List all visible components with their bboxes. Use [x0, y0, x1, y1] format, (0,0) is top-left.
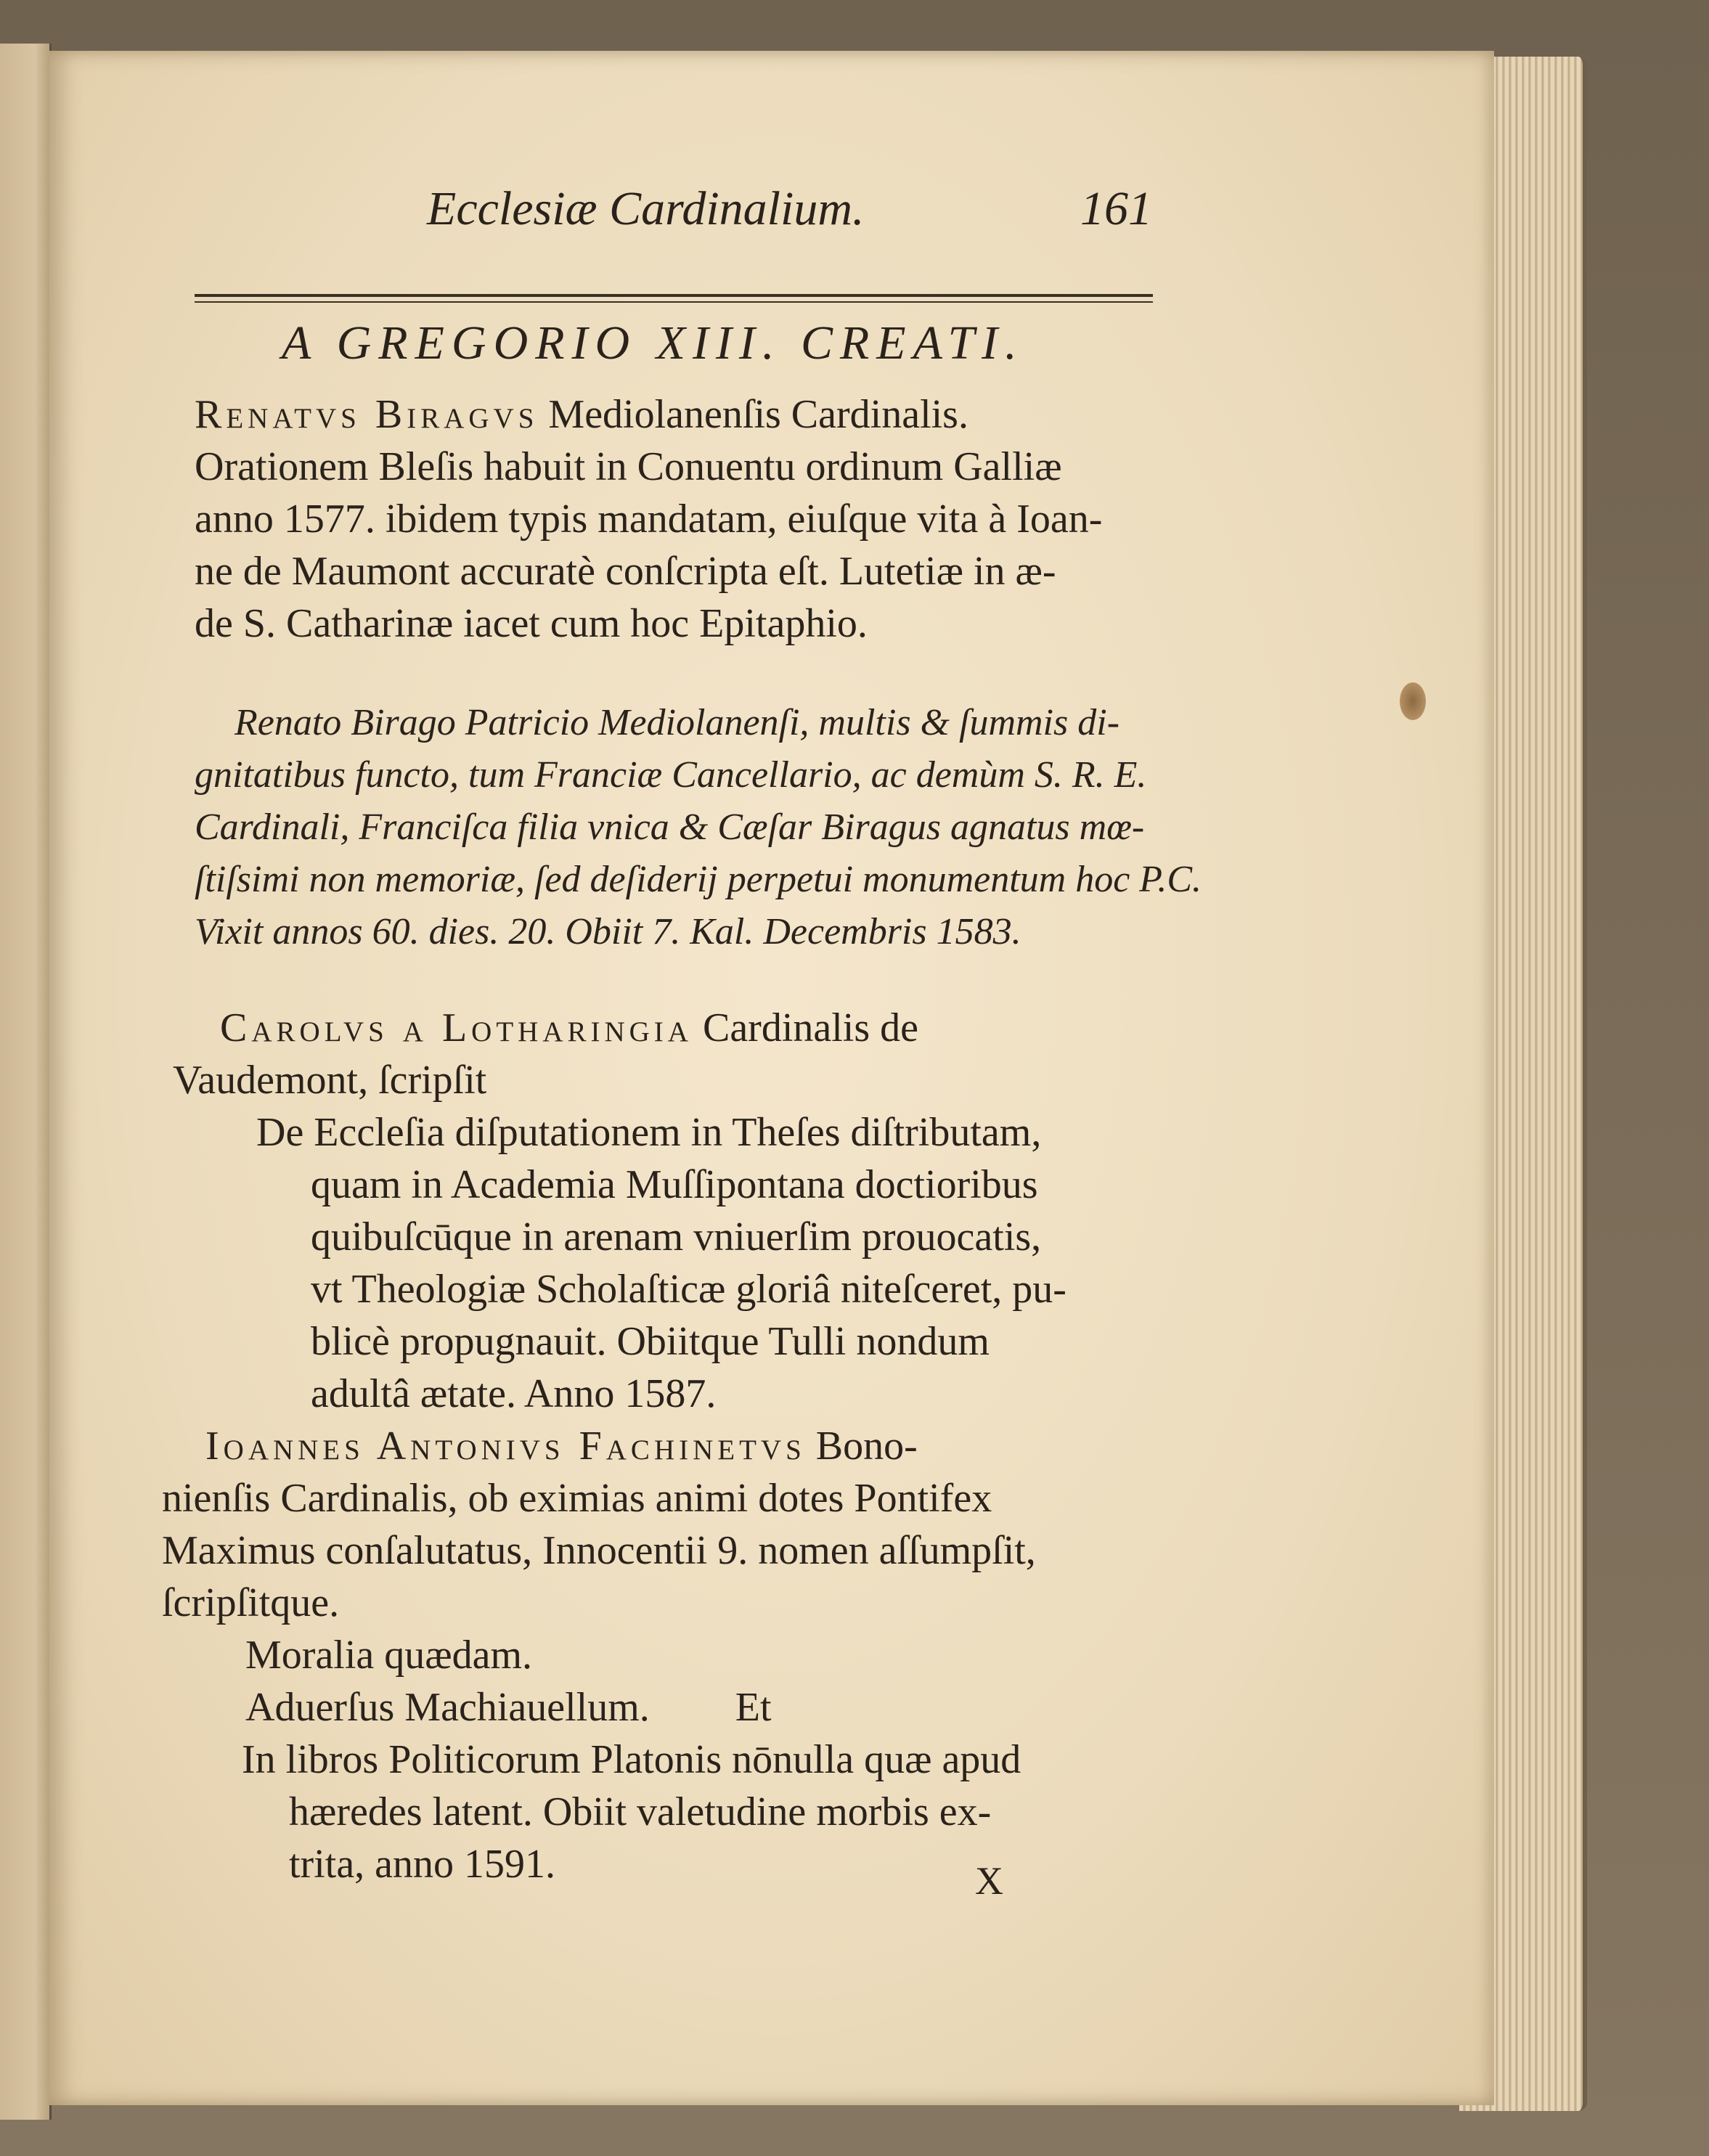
entry-2-work-line: De Eccleſia diſputationem in Theſes diſtributam, — [256, 1110, 1042, 1155]
entry-3-line: Maximus conſalutatus, Innocentii 9. nomen aſſumpſit, — [162, 1528, 1036, 1573]
entry-1-line: anno 1577. ibidem typis mandatam, eiuſque vita à Ioan- — [195, 497, 1103, 542]
entry-1-line: de S. Catharinæ iacet cum hoc Epitaphio. — [195, 601, 868, 646]
entry-1-line: Orationem Bleſis habuit in Conuentu ordinum Galliæ — [195, 444, 1062, 489]
signature-mark: X — [975, 1859, 1003, 1903]
entry-2-work-line: adultâ ætate. Anno 1587. — [311, 1371, 717, 1416]
entry-2-work-line: blicè propugnauit. Obiitque Tulli nondum — [311, 1319, 990, 1364]
entry-2-line: Vaudemont, ſcripſit — [173, 1058, 487, 1103]
entry-2-work-line: quam in Academia Muſſipontana doctioribus — [311, 1162, 1038, 1207]
entry-3-work-line — [245, 1681, 772, 1734]
epitaph-line: gnitatibus functo, tum Franciæ Cancellario, ac demùm S. R. E. — [195, 754, 1147, 796]
entry-1-first-line — [195, 388, 968, 441]
epitaph-line: ſtiſsimi non memoriæ, ſed deſiderij perpetui monumentum hoc P.C. — [195, 859, 1202, 900]
entry-3-work-line: trita, anno 1591. — [289, 1842, 556, 1887]
book-page — [49, 51, 1494, 2105]
entry-2-first-line — [220, 1002, 918, 1054]
epitaph-line: Cardinali, Franciſca filia vnica & Cæſar Biragus agnatus mœ- — [195, 807, 1145, 848]
paper-stain — [1400, 682, 1426, 720]
entry-3-line: ſcripſitque. — [162, 1580, 340, 1625]
entry-3-conjunction: Et — [735, 1685, 772, 1730]
entry-3-work-line: In libros Politicorum Platonis nōnulla quæ apud — [242, 1737, 1021, 1782]
section-heading: A GREGORIO XIII. CREATI. — [282, 317, 1024, 369]
epitaph-line: Renato Birago Patricio Mediolanenſi, multis & ſummis di- — [234, 702, 1120, 743]
entry-1-line: Mediolanenſis Cardinalis. — [548, 392, 968, 437]
running-title: Ecclesiæ Cardinalium. — [427, 182, 865, 235]
entry-3-line: nienſis Cardinalis, ob eximias animi dotes Pontifex — [162, 1476, 992, 1521]
facing-page-edge — [0, 44, 52, 2120]
entry-2-work-line: vt Theologiæ Scholaſticæ gloriâ niteſceret, pu- — [311, 1267, 1066, 1312]
entry-3-work-line: Moralia quædam. — [245, 1633, 533, 1678]
entry-3-work-title: Aduerſus Machiauellum. — [245, 1685, 650, 1730]
entry-3-name: Ioannes Antonivs Fachinetvs — [205, 1424, 806, 1469]
entry-2-name: Carolvs a Lotharingia — [220, 1005, 693, 1050]
entry-2-line: Cardinalis de — [702, 1005, 919, 1050]
entry-3-first-line — [205, 1420, 918, 1472]
entry-2-work-line: quibuſcūque in arenam vniuerſim prouocatis, — [311, 1214, 1042, 1259]
entry-3-work-line: hæredes latent. Obiit valetudine morbis ex- — [289, 1789, 992, 1834]
header-rule — [195, 294, 1153, 303]
epitaph-line: Vixit annos 60. dies. 20. Obiit 7. Kal. Decembris 1583. — [195, 911, 1021, 952]
entry-1-name: Renatvs Biragvs — [195, 392, 539, 437]
entry-3-line: Bono- — [815, 1424, 918, 1469]
page-number: 161 — [1080, 182, 1152, 235]
entry-1-line: ne de Maumont accuratè conſcripta eſt. Lutetiæ in æ- — [195, 549, 1056, 594]
